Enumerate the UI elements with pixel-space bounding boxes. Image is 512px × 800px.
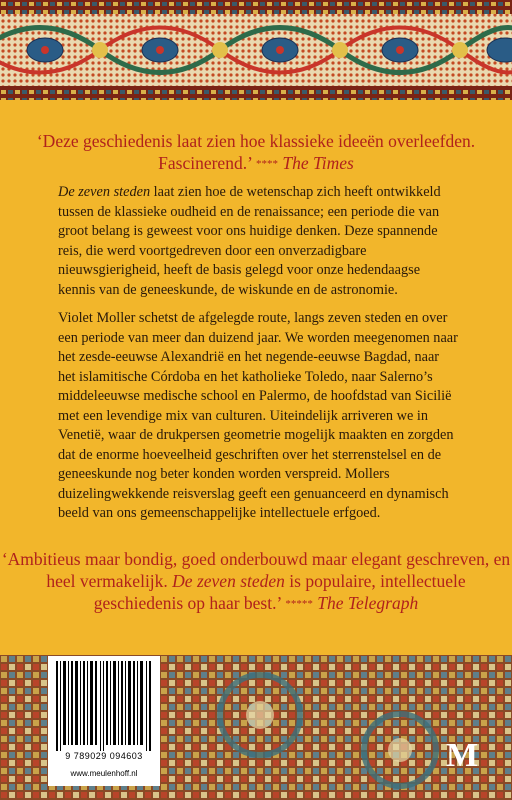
top-quote-stars: **** [255, 158, 278, 170]
top-quote-source: The Times [282, 153, 354, 173]
bottom-quote-book-title: De zeven steden [172, 571, 285, 591]
blurb-paragraph-2: Violet Moller schetst de afgelegde route, langs zeven steden en over een periode van meer dan duizend jaar. We worden meegenomen naar het zesde-eeuwse Alexandrië en het negende-eeuwse Bagdad, naar het islamitische Córdoba en het katholieke Toledo, naar Salerno’s middeleeuwse medische school en Palermo, de hoofdstad van Sicilië met een levendige mix van culturen. Uiteindelijk arriveren we in Venetië, waar de drukpersen geometrie mogelijk maakten en zorgden dat de enorme hoeveelheid geschriften over het sterrenstelsel en de geneeskunde nog beter konden worden verspreid. Mollers duizelingwekkende reisverslag geeft een genuanceerd en dynamisch beeld van ons gemeenschappelijke intellectuele erfgoed. [58, 310, 458, 521]
publisher-logo: M [446, 737, 477, 774]
bottom-quote [0, 548, 512, 615]
top-mosaic-art [0, 0, 512, 100]
top-quote [0, 130, 512, 175]
top-mosaic-band [0, 0, 512, 100]
blurb-book-title: De zeven steden [58, 184, 151, 200]
blurb-paragraph-1 [58, 183, 458, 300]
publisher-url: www.meulenhoff.nl [70, 769, 138, 778]
bottom-quote-source: The Telegraph [317, 593, 419, 613]
bottom-quote-text-b: is populaire, intellectuele geschiedenis op haar best.’ [93, 571, 466, 613]
top-quote-text: ‘Deze geschiedenis laat zien hoe klassieke ideeën overleefden. Fascinerend.’ [36, 131, 476, 173]
barcode-image [54, 661, 154, 751]
bottom-quote-stars: ***** [285, 598, 313, 610]
isbn-number: 9 789029 094603 [65, 751, 143, 761]
barcode-label [48, 656, 160, 786]
blurb-paragraph-1-text: laat zien hoe de wetenschap zich heeft ontwikkeld tussen de klassieke oudheid en de renaissance; een periode die van groot belang is geweest voor ons huidige denken. Deze spannende reis, die werd voortgedreven door een onverzadigbare nieuwsgierigheid, heeft de basis gelegd voor onze hedendaagse kennis van de geneeskunde, de wiskunde en de astronomie. [58, 184, 441, 298]
bottom-quote-text-a: ‘Ambitieus maar bondig, goed onderbouwd maar elegant geschreven, en heel vermakelijk. [1, 549, 511, 591]
